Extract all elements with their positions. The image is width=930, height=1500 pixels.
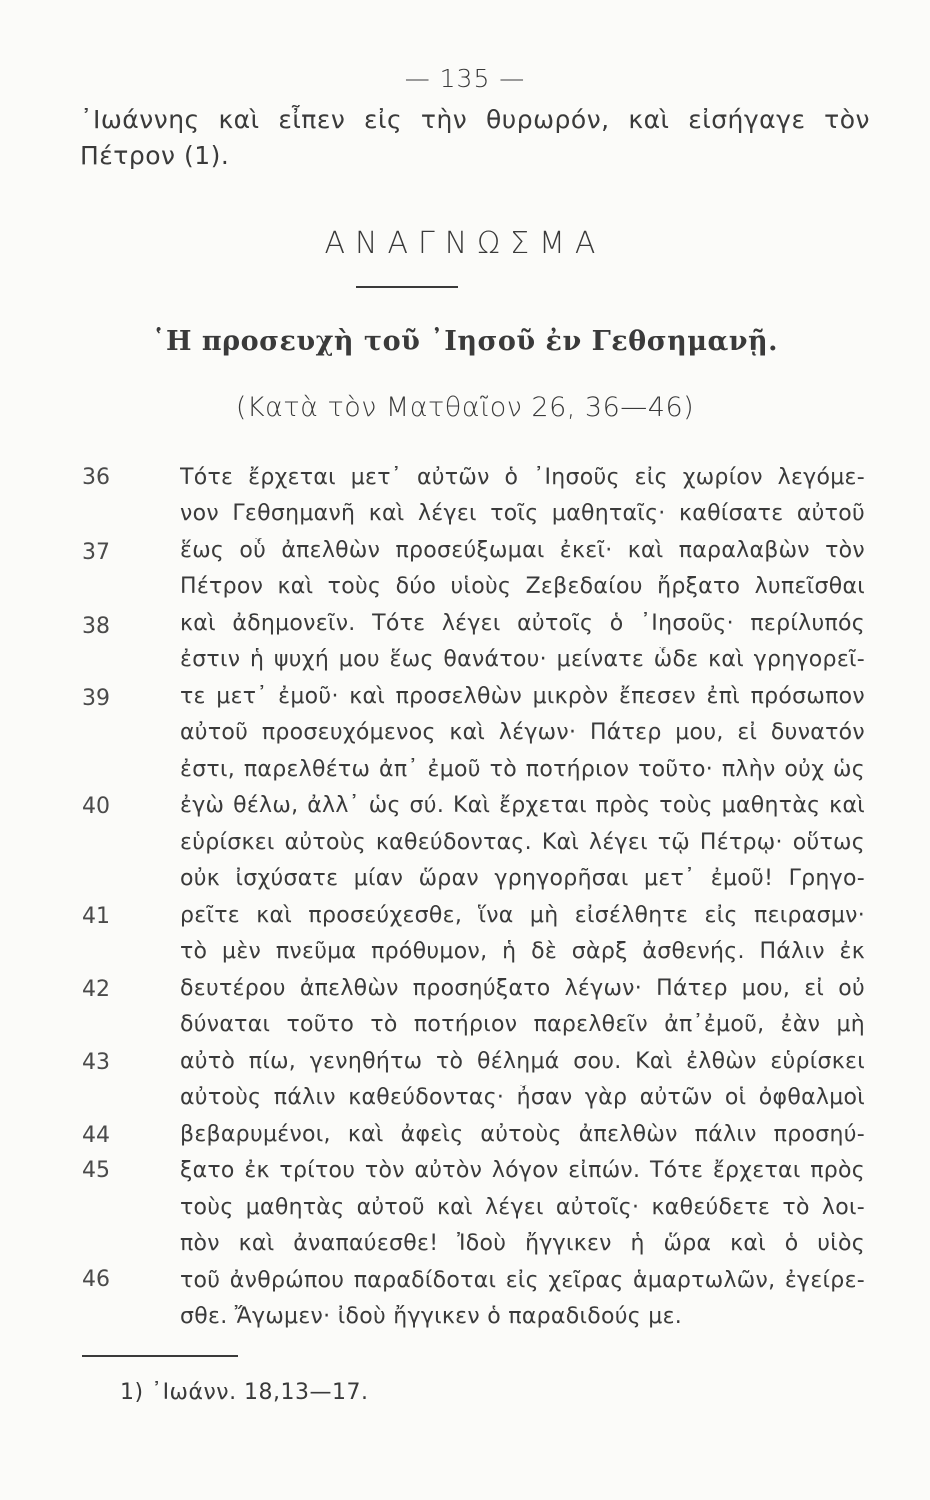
continuation-line-1: ᾿Ιωάννης καὶ εἶπεν εἰς τὴν θυρωρόν, καὶ εἰσήγαγε τὸν <box>80 105 870 134</box>
verse-number: 38 <box>82 614 110 639</box>
verse-number: 36 <box>82 465 110 490</box>
text-line: σθε. Ἄγωμεν· ἰδοὺ ἤγγικεν ὁ παραδιδούς με. <box>180 1304 683 1329</box>
text-line: αὐτὸ πίω, γενηθήτω τὸ θέλημά σου. Καὶ ἐλθὼν εὑρίσκει <box>180 1049 865 1074</box>
text-line: καὶ ἀδημονεῖν. Τότε λέγει αὐτοῖς ὁ ᾿Ιησοῦς· περίλυπός <box>180 611 865 636</box>
text-line: αὐτοῦ προσευχόμενος καὶ λέγων· Πάτερ μου, εἰ δυνατόν <box>180 720 865 745</box>
text-line: εὑρίσκει αὐτοὺς καθεύδοντας. Καὶ λέγει τῷ Πέτρῳ· οὕτως <box>180 830 865 855</box>
footnote: 1) ᾿Ιωάνν. 18,13—17. <box>120 1380 369 1405</box>
section-heading: ΑΝΑΓΝΩΣΜΑ <box>324 226 606 261</box>
verse-number: 41 <box>82 904 110 929</box>
verse-number: 40 <box>82 794 110 819</box>
text-line: νον Γεθσημανῆ καὶ λέγει τοῖς μαθηταῖς· καθίσατε αὐτοῦ <box>180 501 865 526</box>
text-line: δευτέρου ἀπελθὼν προσηύξατο λέγων· Πάτερ μου, εἰ οὐ <box>180 976 865 1001</box>
page-number: — 135 — <box>404 64 526 93</box>
text-line: δύναται τοῦτο τὸ ποτήριον παρελθεῖν ἀπ᾿ἐμοῦ, ἐὰν μὴ <box>180 1012 865 1037</box>
text-line: πὸν καὶ ἀναπαύεσθε! Ἰδοὺ ἤγγικεν ἡ ὥρα καὶ ὁ υἱὸς <box>180 1231 865 1256</box>
text-line: τοὺς μαθητὰς αὐτοῦ καὶ λέγει αὐτοῖς· καθεύδετε τὸ λοι- <box>180 1195 865 1220</box>
verse-number: 39 <box>82 686 110 711</box>
text-line: οὐκ ἰσχύσατε μίαν ὥραν γρηγορῆσαι μετ᾿ ἐμοῦ! Γρηγο- <box>180 866 865 891</box>
text-line: τοῦ ἀνθρώπου παραδίδοται εἰς χεῖρας ἁμαρτωλῶν, ἐγείρε- <box>180 1268 865 1293</box>
verse-number: 37 <box>82 540 110 565</box>
verse-number: 44 <box>82 1123 110 1148</box>
verse-number: 42 <box>82 977 110 1002</box>
text-line: βεβαρυμένοι, καὶ ἀφεὶς αὐτοὺς ἀπελθὼν πάλιν προσηύ- <box>180 1122 865 1147</box>
text-line: αὐτοὺς πάλιν καθεύδοντας· ἦσαν γὰρ αὐτῶν οἱ ὀφθαλμοὶ <box>180 1085 865 1110</box>
footnote-divider <box>82 1355 238 1357</box>
continuation-line-2: Πέτρον (1). <box>80 141 230 170</box>
text-line: ἐστιν ἡ ψυχή μου ἕως θανάτου· μείνατε ὧδε καὶ γρηγορεῖ- <box>180 647 865 672</box>
chapter-title: ῾Η προσευχὴ τοῦ ᾿Ιησοῦ ἐν Γεθσημανῇ. <box>151 326 779 357</box>
text-line: ἕως οὗ ἀπελθὼν προσεύξωμαι ἐκεῖ· καὶ παραλαβὼν τὸν <box>180 538 865 563</box>
continuation-text <box>80 102 870 174</box>
text-line: Τότε ἔρχεται μετ᾿ αὐτῶν ὁ ᾿Ιησοῦς εἰς χωρίον λεγόμε- <box>180 465 865 490</box>
text-line: Πέτρον καὶ τοὺς δύο υἱοὺς Ζεβεδαίου ἤρξατο λυπεῖσθαι <box>180 574 865 599</box>
heading-divider <box>356 286 458 288</box>
verse-number: 45 <box>82 1158 110 1183</box>
text-line: τὸ μὲν πνεῦμα πρόθυμον, ἡ δὲ σὰρξ ἀσθενής. Πάλιν ἐκ <box>180 939 865 964</box>
text-line: ἐγὼ θέλω, ἀλλ᾿ ὡς σύ. Καὶ ἔρχεται πρὸς τοὺς μαθητὰς καὶ <box>180 793 865 818</box>
text-line: ρεῖτε καὶ προσεύχεσθε, ἵνα μὴ εἰσέλθητε εἰς πειρασμν· <box>180 903 865 928</box>
text-line: ξατο ἐκ τρίτου τὸν αὐτὸν λόγον εἰπών. Τότε ἔρχεται πρὸς <box>180 1158 865 1183</box>
chapter-subtitle: (Κατὰ τὸν Ματθαῖον 26, 36—46) <box>235 392 695 423</box>
verse-number: 43 <box>82 1050 110 1075</box>
verse-number: 46 <box>82 1267 110 1292</box>
text-line: ἐστι, παρελθέτω ἀπ᾿ ἐμοῦ τὸ ποτήριον τοῦτο· πλὴν οὐχ ὡς <box>180 757 865 782</box>
text-line: τε μετ᾿ ἐμοῦ· καὶ προσελθὼν μικρὸν ἔπεσεν ἐπὶ πρόσωπον <box>180 684 865 709</box>
